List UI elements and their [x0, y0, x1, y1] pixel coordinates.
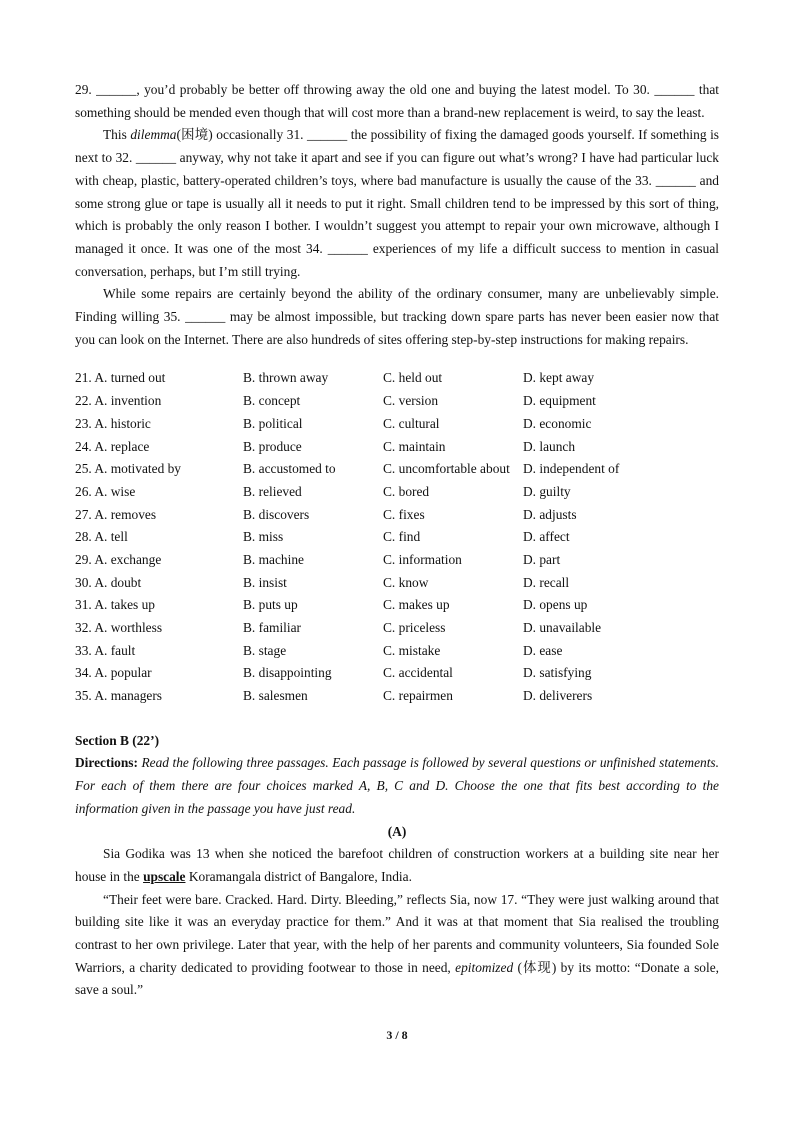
option-row — [75, 436, 719, 459]
option-b: B. thrown away — [243, 370, 329, 386]
option-a: 25. A. motivated by — [75, 461, 181, 477]
option-c: C. held out — [383, 370, 443, 386]
option-c: C. uncomfortable about — [383, 461, 510, 477]
option-row — [75, 640, 719, 663]
option-c: C. version — [383, 393, 439, 409]
option-d: D. unavailable — [523, 620, 602, 635]
option-b: B. relieved — [243, 483, 302, 499]
option-a: 34. A. popular — [75, 665, 152, 681]
underlined-word: upscale — [143, 868, 186, 884]
option-d: D. independent of — [523, 461, 620, 477]
option-a: 26. A. wise — [75, 483, 136, 499]
option-c: C. accidental — [383, 665, 453, 681]
options-table — [75, 367, 719, 707]
option-c: C. priceless — [383, 620, 446, 635]
option-row — [75, 413, 719, 436]
option-c: C. repairmen — [383, 688, 453, 704]
option-b: B. political — [243, 415, 303, 431]
option-row — [75, 572, 719, 595]
option-d: D. deliverers — [523, 688, 593, 704]
option-b: B. stage — [243, 642, 287, 658]
option-row — [75, 458, 719, 481]
passage-a-paragraph-1 — [75, 843, 719, 888]
text-span: (体现) by its motto: “Donate a sole, save a soul.” — [75, 959, 719, 998]
option-d: D. part — [523, 551, 561, 567]
option-a: 27. A. removes — [75, 506, 157, 522]
option-b: B. discovers — [243, 506, 310, 522]
option-b: B. accustomed to — [243, 461, 336, 477]
option-row — [75, 390, 719, 413]
option-c: C. find — [383, 529, 421, 545]
option-row — [75, 504, 719, 527]
page-number: 3 / 8 — [386, 1028, 408, 1042]
option-row — [75, 367, 719, 390]
option-a: 21. A. turned out — [75, 370, 166, 386]
option-row — [75, 662, 719, 685]
option-row — [75, 594, 719, 617]
option-c: C. maintain — [383, 438, 446, 454]
option-d: D. kept away — [523, 370, 595, 386]
option-a: 24. A. replace — [75, 438, 150, 454]
text-span: Sia Godika was 13 when she noticed the barefoot children of construction workers at a building site near her house in the — [75, 846, 719, 884]
option-b: B. disappointing — [243, 665, 332, 681]
option-a: 33. A. fault — [75, 642, 136, 658]
option-b: B. insist — [243, 574, 287, 590]
directions-text: Read the following three passages. Each passage is followed by several questions or unfinished statements. For each of them there are four choices marked A, B, C and D. Choose the one that fits best according to the information given in the passage you have just read. — [75, 755, 719, 816]
option-b: B. concept — [243, 393, 301, 409]
option-a: 28. A. tell — [75, 529, 128, 545]
option-c: C. know — [383, 574, 429, 590]
dilemma-term: dilemma — [130, 127, 177, 143]
option-c: C. information — [383, 551, 462, 567]
option-d: D. adjusts — [523, 506, 577, 522]
option-c: C. mistake — [383, 642, 441, 658]
passage-a-paragraph-2 — [75, 889, 719, 1003]
option-a: 32. A. worthless — [75, 620, 163, 635]
option-b: B. familiar — [243, 620, 302, 635]
option-a: 29. A. exchange — [75, 551, 162, 567]
option-row — [75, 617, 719, 640]
option-b: B. produce — [243, 438, 302, 454]
option-d: D. opens up — [523, 597, 588, 613]
option-a: 30. A. doubt — [75, 574, 142, 590]
option-c: C. cultural — [383, 415, 440, 431]
exam-page — [75, 79, 719, 1002]
directions — [75, 752, 719, 820]
epitomized-term: epitomized — [455, 959, 514, 975]
option-a: 35. A. managers — [75, 688, 163, 704]
option-d: D. affect — [523, 529, 570, 545]
option-c: C. fixes — [383, 506, 425, 522]
option-row — [75, 685, 719, 708]
option-row — [75, 481, 719, 504]
option-d: D. equipment — [523, 393, 596, 409]
passage-label: (A) — [387, 823, 407, 839]
cloze-paragraph-1: 29. ______, you’d probably be better off throwing away the old one and buying the latest model. To 30. ______ that something should be mended even though that will cost more than a brand-new replacement is weird, to say the least. — [75, 82, 719, 120]
option-d: D. economic — [523, 415, 592, 431]
text-span: Koramangala district of Bangalore, India. — [185, 868, 412, 884]
option-b: B. miss — [243, 529, 284, 545]
text-span: This — [103, 127, 131, 143]
option-row — [75, 526, 719, 549]
option-a: 31. A. takes up — [75, 597, 155, 613]
option-b: B. salesmen — [243, 688, 308, 704]
option-d: D. recall — [523, 574, 570, 590]
section-b-title: Section B (22’) — [75, 732, 160, 748]
directions-label: Directions: — [75, 755, 138, 771]
cloze-paragraph-3: While some repairs are certainly beyond the ability of the ordinary consumer, many are unbelievably simple. Finding willing 35. ______ may be almost impossible, but tracking down spare parts has never been easier now that you can look on the Internet. There are also hundreds of sites offering step-by-step instructions for making repairs. — [75, 286, 719, 347]
text-span: “Their feet were bare. Cracked. Hard. Dirty. Bleeding,” reflects Sia, now 17. “They were just walking around that building site like it was an everyday practice for them.” And it was at that moment that Sia realised the troubling contrast to her own privilege. Later that year, with the help of her parents and community volunteers, Sia founded Sole Warriors, a charity dedicated to providing footwear to those in need, — [75, 891, 719, 975]
option-d: D. satisfying — [523, 665, 592, 681]
option-a: 22. A. invention — [75, 393, 162, 409]
option-b: B. machine — [243, 551, 304, 567]
option-b: B. puts up — [243, 597, 298, 613]
option-c: C. makes up — [383, 597, 450, 613]
option-d: D. ease — [523, 642, 563, 658]
cloze-paragraph-2 — [75, 124, 719, 283]
option-row — [75, 549, 719, 572]
option-c: C. bored — [383, 483, 430, 499]
option-d: D. guilty — [523, 483, 571, 499]
option-d: D. launch — [523, 438, 576, 454]
option-a: 23. A. historic — [75, 415, 151, 431]
text-span: (困境) occasionally 31. ______ the possibility of fixing the damaged goods yourself. If something is next to 32. ______ anyway, why not take it apart and see if you can figure out what’s wrong? I have had particular luck with cheap, plastic, battery-operated children’s toys, where bad manufacture is usually the cause of the 33. ______ and some strong glue or tape is usually all it needs to put it right. Small children tend to be impressed by this sort of thing, which is probably the only reason I bother. I wouldn’t suggest you attempt to repair your own microwave, although I managed it once. It was one of the most 34. ______ experiences of my life a difficult success to mention in casual conversation, perhaps, but I’m still trying. — [75, 127, 720, 279]
